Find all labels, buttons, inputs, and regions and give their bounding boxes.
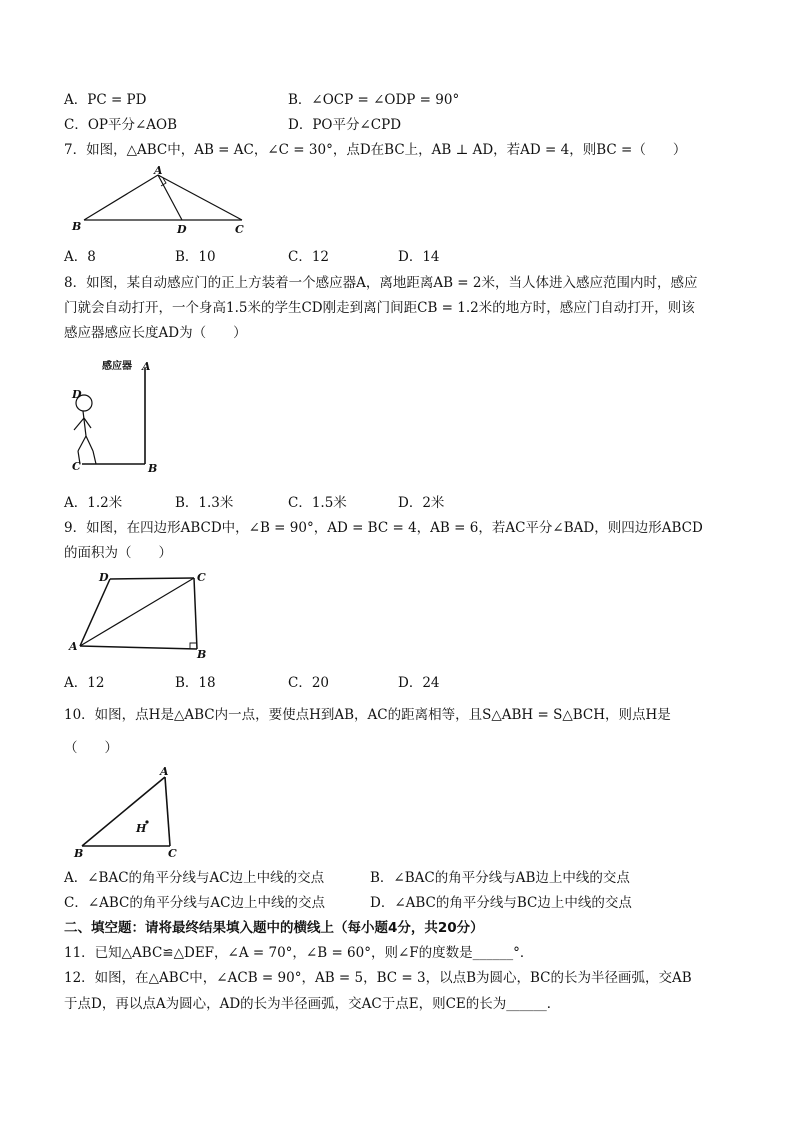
q8-label-d: D xyxy=(72,388,82,401)
q10-side-ab xyxy=(82,777,165,846)
q6-option-b: B．∠OCP = ∠ODP = 90° xyxy=(288,92,460,108)
q9-label-a: A xyxy=(69,640,78,653)
q10-label-c: C xyxy=(168,847,177,860)
q9-option-d: D．24 xyxy=(398,675,440,691)
q8-option-b: B．1.3米 xyxy=(175,495,234,511)
q9-label-c: C xyxy=(197,571,206,584)
q10-figure xyxy=(66,764,196,862)
q10-option-d: D．∠ABC的角平分线与BC边上中线的交点 xyxy=(370,895,632,911)
q8-stem-line3: 感应器感应长度AD为（ ） xyxy=(64,325,247,341)
q8-figure xyxy=(66,356,176,476)
q10-stem-line1: 10．如图，点H是△ABC内一点，要使点H到AB，AC的距离相等，且S△ABH = S△BCH，则点H是 xyxy=(64,707,671,723)
q7-label-d: D xyxy=(177,223,187,236)
q9-stem-line1: 9．如图，在四边形ABCD中，∠B = 90°，AD = BC = 4，AB = 6，若AC平分∠BAD，则四边形ABCD xyxy=(64,520,703,536)
q8-option-a: A．1.2米 xyxy=(64,495,123,511)
q8-option-c: C．1.5米 xyxy=(288,495,347,511)
q8-label-c: C xyxy=(72,460,81,473)
q9-option-b: B．18 xyxy=(175,675,216,691)
q9-side-ab xyxy=(80,646,197,649)
q10-label-b: B xyxy=(74,847,84,860)
q7-option-c: C．12 xyxy=(288,249,330,265)
q8-label-a: A xyxy=(142,360,151,373)
q8-stem-line1: 8．如图，某自动感应门的正上方装着一个感应器A，离地距离AB = 2米，当人体进入感应范围内时，感应 xyxy=(64,275,698,291)
q7-label-a: A xyxy=(154,164,163,177)
q8-student-figure xyxy=(74,395,96,464)
q9-side-dc xyxy=(110,578,194,579)
q8-label-sensor: 感应器 xyxy=(102,361,132,372)
q7-option-a: A．8 xyxy=(64,249,96,265)
q10-label-h: H xyxy=(136,822,147,835)
q9-label-d: D xyxy=(99,571,109,584)
q6-option-a: A．PC = PD xyxy=(64,92,147,108)
q10-stem-line2: （ ） xyxy=(64,740,118,756)
q9-side-ad xyxy=(80,579,110,646)
q10-option-c: C．∠ABC的角平分线与AC边上中线的交点 xyxy=(64,895,325,911)
q8-stem-line2: 门就会自动打开，一个身高1.5米的学生CD刚走到离门间距CB = 1.2米的地方时，感应门自动打开，则该 xyxy=(64,300,695,316)
q12-stem-line1: 12．如图，在△ABC中，∠ACB = 90°，AB = 5，BC = 3，以点B为圆心，BC的长为半径画弧，交AB xyxy=(64,970,692,986)
q9-diagonal-ac xyxy=(80,578,194,646)
q10-option-a: A．∠BAC的角平分线与AC边上中线的交点 xyxy=(64,870,325,886)
q7-label-c: C xyxy=(235,223,244,236)
q9-label-b: B xyxy=(197,648,207,661)
q7-side-ab xyxy=(84,175,158,220)
q9-side-cb xyxy=(194,578,197,649)
q7-stem: 7．如图，△ABC中，AB = AC，∠C = 30°，点D在BC上，AB ⊥ AD，若AD = 4，则BC =（ ） xyxy=(64,142,687,158)
q9-option-c: C．20 xyxy=(288,675,330,691)
q10-label-a: A xyxy=(160,765,169,778)
q8-label-b: B xyxy=(148,462,158,475)
q6-option-c: C．OP平分∠AOB xyxy=(64,117,178,133)
q6-option-d: D．PO平分∠CPD xyxy=(288,117,402,133)
q7-option-d: D．14 xyxy=(398,249,440,265)
q9-figure xyxy=(66,568,216,663)
section2-heading: 二、填空题：请将最终结果填入题中的横线上（每小题4分，共20分） xyxy=(64,920,484,936)
q8-option-d: D．2米 xyxy=(398,495,445,511)
q7-figure xyxy=(70,165,250,237)
q12-stem-line2: 于点D，再以点A为圆心，AD的长为半径画弧，交AC于点E，则CE的长为______． xyxy=(64,996,561,1012)
q7-option-b: B．10 xyxy=(175,249,216,265)
q9-stem-line2: 的面积为（ ） xyxy=(64,545,172,561)
q10-option-b: B．∠BAC的角平分线与AB边上中线的交点 xyxy=(370,870,630,886)
q10-side-ac xyxy=(165,777,170,846)
q11-stem: 11．已知△ABC≌△DEF，∠A = 70°，∠B = 60°，则∠F的度数是______°． xyxy=(64,945,534,961)
q9-option-a: A．12 xyxy=(64,675,105,691)
q7-label-b: B xyxy=(72,220,82,233)
